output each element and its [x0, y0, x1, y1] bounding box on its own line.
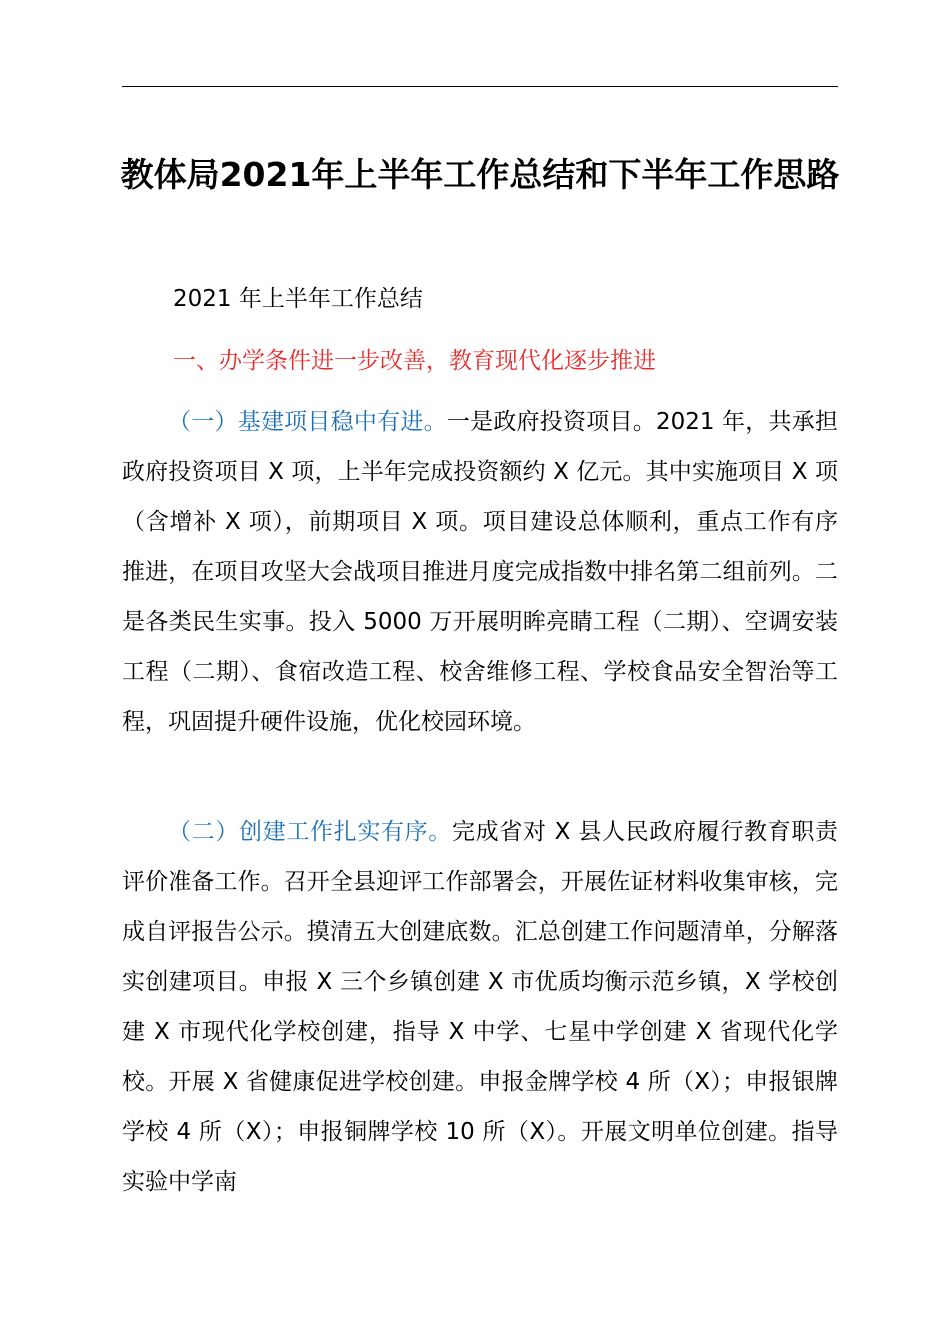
header-rule	[122, 86, 838, 87]
title-prefix: 教体局	[120, 155, 220, 194]
section-heading: 一、办学条件进一步改善，教育现代化逐步推进	[173, 348, 656, 374]
paragraph-lead: （一）基建项目稳中有进。	[168, 409, 447, 435]
title-rest: 年上半年工作总结和下半年工作思路	[311, 155, 840, 194]
paragraph	[122, 397, 838, 747]
title-year: 2021	[219, 155, 312, 194]
paragraph	[122, 807, 838, 1207]
page-title	[110, 150, 850, 200]
paragraph-body: 完成省对 X 县人民政府履行教育职责评价准备工作。召开全县迎评工作部署会，开展佐证材料收集审核，完成自评报告公示。摸清五大创建底数。汇总创建工作问题清单，分解落实创建项目。申报 X 三个乡镇创建 X 市优质均衡示范乡镇，X 学校创建 X 市现代化学校创建，指导 X 中学、七星中学创建 X 省现代化学校。开展 X 省健康促进学校创建。申报金牌学校 4 所（X）；申报银牌学校 4 所（X）；申报铜牌学校 10 所（X）。开展文明单位创建。指导实验中学南	[122, 819, 838, 1195]
subtitle: 2021 年上半年工作总结	[173, 286, 423, 312]
paragraph-lead: （二）创建工作扎实有序。	[168, 819, 452, 845]
paragraph-body: 一是政府投资项目。2021 年，共承担政府投资项目 X 项，上半年完成投资额约 X 亿元。其中实施项目 X 项（含增补 X 项），前期项目 X 项。项目建设总体顺利，重点工作有序推进，在项目攻坚大会战项目推进月度完成指数中排名第二组前列。二是各类民生实事。投入 5000 万开展明眸亮睛工程（二期）、空调安装工程（二期）、食宿改造工程、校舍维修工程、学校食品安全智治等工程，巩固提升硬件设施，优化校园环境。	[122, 409, 838, 735]
